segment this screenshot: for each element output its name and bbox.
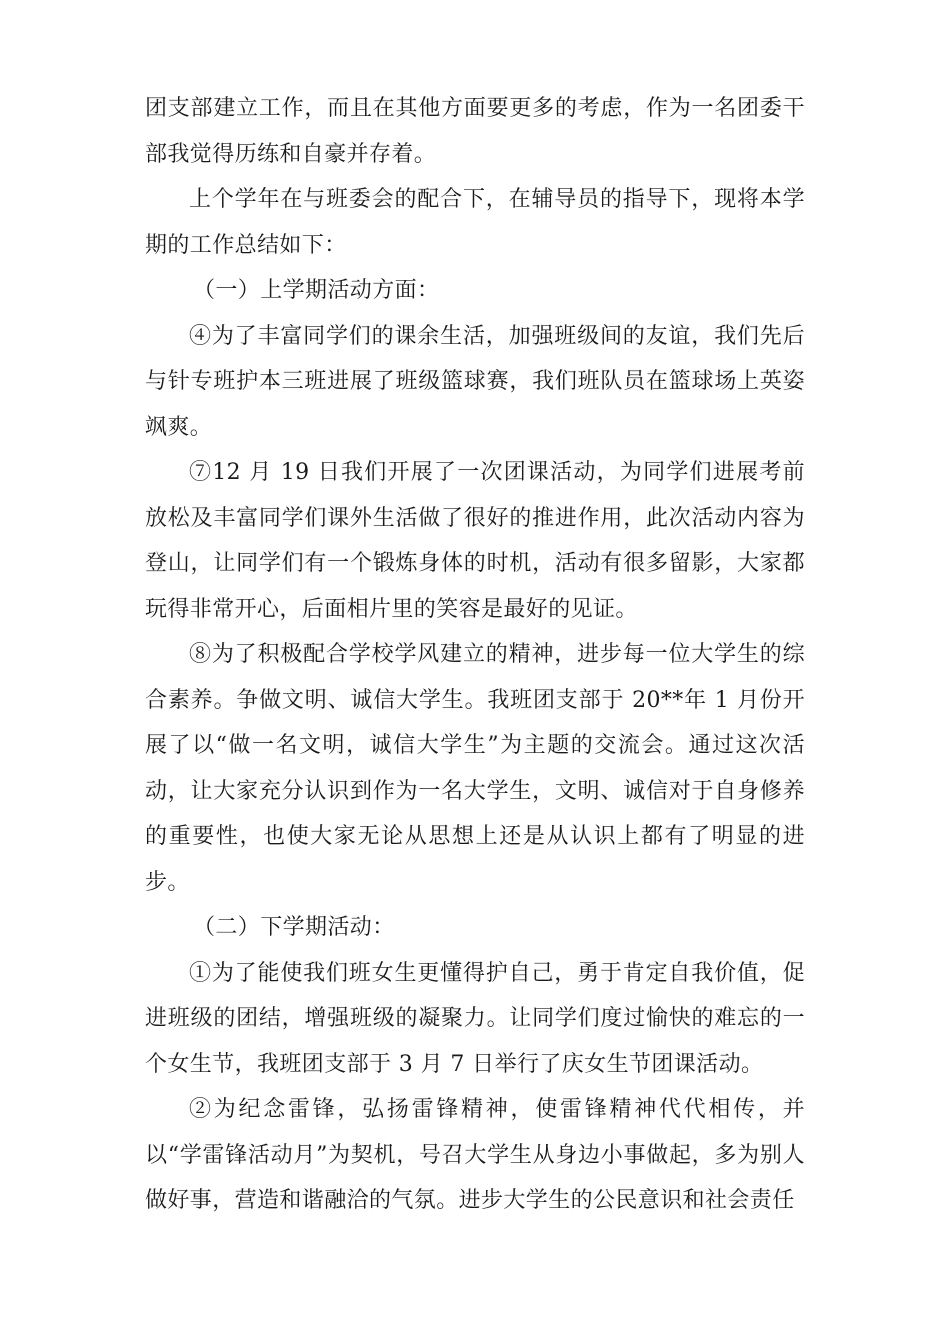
- paragraph-integrity-meeting: ⑧为了积极配合学校学风建立的精神，进步每一位大学生的综合素养。争做文明、诚信大学生。我班团支部于 20**年 1 月份开展了以“做一名文明，诚信大学生”为主题的交流会。通过这次活动，让大家充分认识到作为一名大学生，文明、诚信对于自身修养的重要性，也使大家无论从思想上还是从认识上都有了明显的进步。: [145, 642, 805, 895]
- paragraph-league-class: ⑦12 月 19 日我们开展了一次团课活动，为同学们进展考前放松及丰富同学们课外生活做了很好的推进作用，此次活动内容为登山，让同学们有一个锻炼身体的时机，活动有很多留影，大家都玩得非常开心，后面相片里的笑容是最好的见证。: [145, 460, 805, 622]
- paragraph-basketball: ④为了丰富同学们的课余生活，加强班级间的友谊，我们先后与针专班护本三班进展了班级篮球赛，我们班队员在篮球场上英姿飒爽。: [145, 323, 805, 440]
- paragraph-continuation: 团支部建立工作，而且在其他方面要更多的考虑，作为一名团委干部我觉得历练和自豪并存着。: [145, 96, 805, 167]
- document-body: [145, 86, 805, 1224]
- paragraph-intro: 上个学年在与班委会的配合下，在辅导员的指导下，现将本学期的工作总结如下：: [145, 187, 805, 258]
- section-heading-second-semester: （二）下学期活动：: [193, 915, 395, 940]
- paragraph-lei-feng: ②为纪念雷锋，弘扬雷锋精神，使雷锋精神代代相传，并以“学雷锋活动月”为契机，号召大学生从身边小事做起，多为别人做好事，营造和谐融洽的气氛。进步大学生的公民意识和社会责任: [145, 1097, 805, 1213]
- paragraph-womens-day: ①为了能使我们班女生更懂得护自己，勇于肯定自我价值，促进班级的团结，增强班级的凝聚力。让同学们度过愉快的难忘的一个女生节，我班团支部于 3 月 7 日举行了庆女生节团课活动。: [145, 960, 805, 1077]
- section-heading-first-semester: （一）上学期活动方面：: [193, 278, 440, 303]
